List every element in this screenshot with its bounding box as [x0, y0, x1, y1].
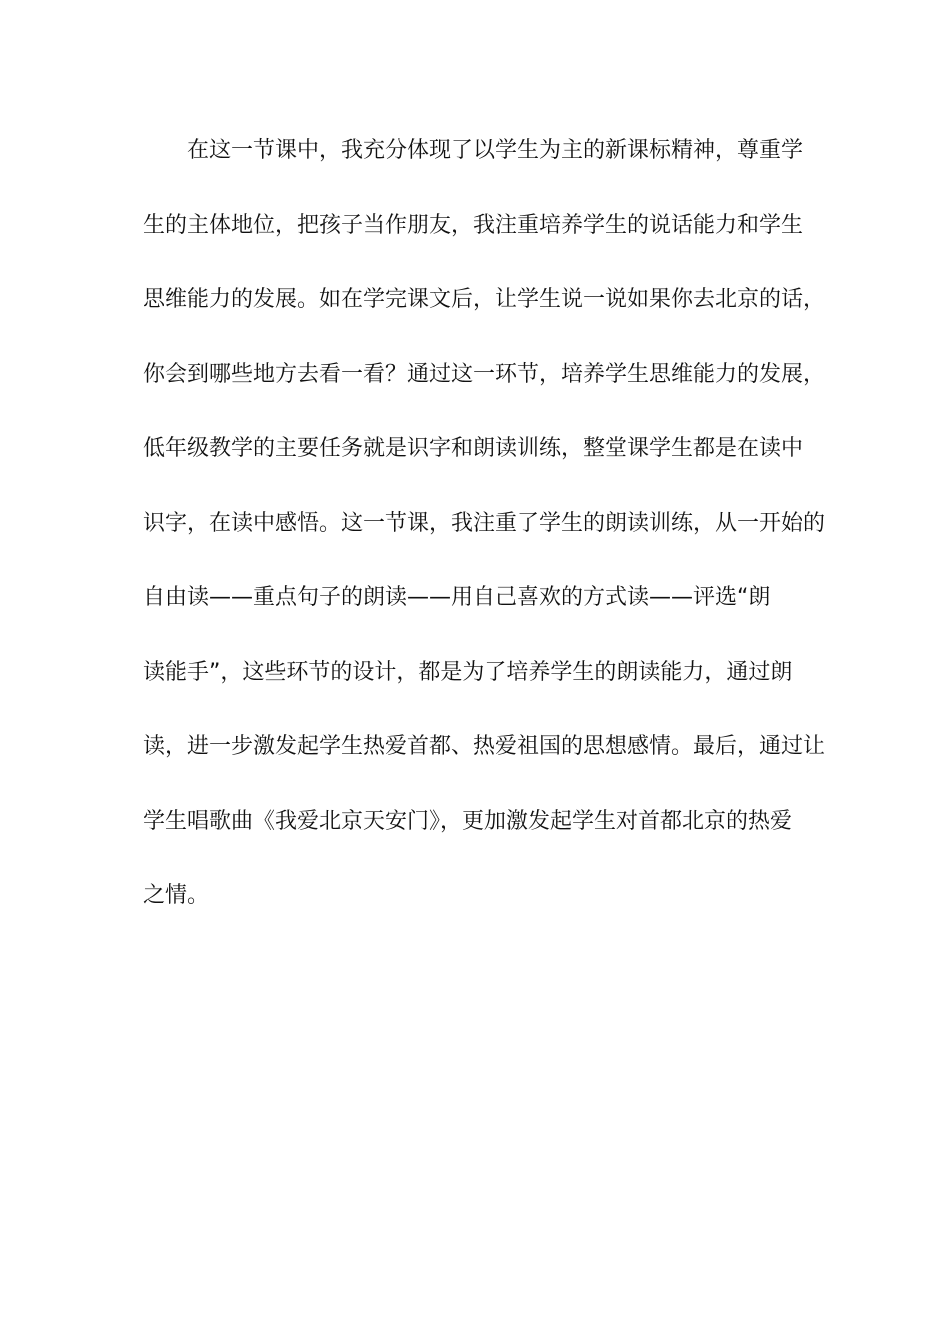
paragraph — [143, 127, 826, 947]
text-line: 思维能力的发展。如在学完课文后，让学生说一说如果你去北京的话， — [143, 287, 826, 312]
text-line: 识字，在读中感悟。这一节课，我注重了学生的朗读训练，从一开始的 — [143, 510, 826, 536]
text-line: 在这一节课中，我充分体现了以学生为主的新课标精神，尊重学 — [187, 138, 804, 163]
text-line: 自由读——重点句子的朗读——用自己喜欢的方式读——评选“朗 — [143, 585, 771, 610]
text-line: 学生唱歌曲《我爱北京天安门》，更加激发起学生对首都北京的热爱 — [143, 808, 793, 834]
text-line: 之情。 — [143, 883, 210, 908]
text-line: 低年级教学的主要任务就是识字和朗读训练，整堂课学生都是在读中 — [143, 436, 804, 461]
text-line: 读能手”，这些环节的设计，都是为了培养学生的朗读能力，通过朗 — [143, 659, 793, 685]
text-line: 读，进一步激发起学生热爱首都、热爱祖国的思想感情。最后，通过让 — [143, 734, 826, 759]
text-line: 你会到哪些地方去看一看？通过这一环节，培养学生思维能力的发展， — [143, 361, 826, 387]
text-line: 生的主体地位，把孩子当作朋友，我注重培养学生的说话能力和学生 — [143, 212, 804, 238]
